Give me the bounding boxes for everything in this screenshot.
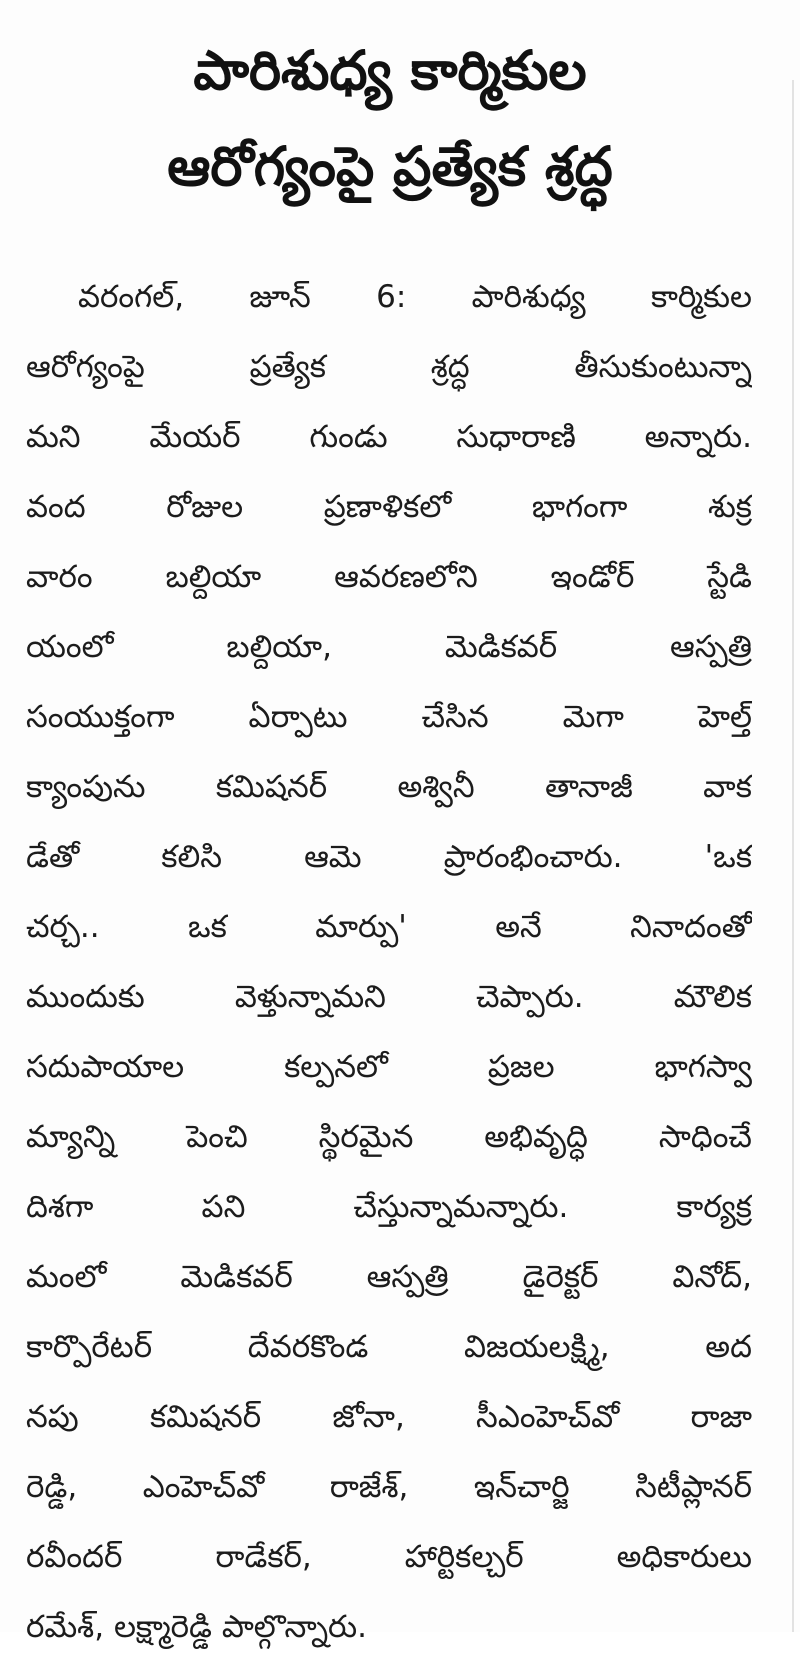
headline-line-2: ఆరోగ్యంపై ప్రత్యేక శ్రద్ధ: [167, 135, 613, 198]
body-line: వారం బల్దియా ఆవరణలోని ఇండోర్ స్టేడి: [26, 559, 752, 595]
body-line: మని మేయర్ గుండు సుధారాణి అన్నారు.: [26, 419, 752, 455]
body-line: రెడ్డి, ఎంహెచ్‌వో రాజేశ్, ఇన్‌చార్జి సిటీప్లానర్: [26, 1469, 752, 1505]
body-line: సంయుక్తంగా ఏర్పాటు చేసిన మెగా హెల్త్: [26, 699, 752, 735]
body-line: వంద రోజుల ప్రణాళికలో భాగంగా శుక్ర: [26, 489, 752, 525]
article-body: [26, 262, 752, 1662]
headline-line-1: పారిశుధ్య కార్మికుల: [193, 39, 587, 102]
body-line: మ్యాన్ని పెంచి స్థిరమైన అభివృద్ధి సాధించే: [26, 1119, 752, 1155]
body-line: వరంగల్, జూన్ 6: పారిశుధ్య కార్మికుల: [78, 279, 752, 315]
body-line: మంలో మెడికవర్ ఆస్పత్రి డైరెక్టర్ వినోద్,: [26, 1259, 752, 1295]
body-line: డేతో కలిసి ఆమె ప్రారంభించారు. 'ఒక: [26, 839, 752, 875]
body-line: ముందుకు వెళ్తున్నామని చెప్పారు. మౌలిక: [26, 979, 752, 1015]
body-line: దిశగా పని చేస్తున్నామన్నారు. కార్యక్ర: [26, 1189, 752, 1225]
column-divider: [792, 80, 794, 1632]
body-line: క్యాంపును కమిషనర్ అశ్వినీ తానాజీ వాక: [26, 769, 752, 805]
body-line: నపు కమిషనర్ జోనా, సీఎంహెచ్‌వో రాజా: [26, 1399, 752, 1435]
body-line: సదుపాయాల కల్పనలో ప్రజల భాగస్వా: [26, 1049, 752, 1085]
body-line: చర్చ.. ఒక మార్పు' అనే నినాదంతో: [26, 909, 752, 945]
body-line: రమేశ్, లక్ష్మారెడ్డి పాల్గొన్నారు.: [26, 1609, 368, 1645]
body-line: ఆరోగ్యంపై ప్రత్యేక శ్రద్ధ తీసుకుంటున్నా: [26, 349, 752, 385]
body-line: కార్పొరేటర్ దేవరకొండ విజయలక్ష్మి, అద: [26, 1329, 752, 1365]
body-line: యంలో బల్దియా, మెడికవర్ ఆస్పత్రి: [26, 629, 752, 665]
body-line: రవీందర్ రాడేకర్, హార్టికల్చర్ అధికారులు: [26, 1539, 752, 1575]
